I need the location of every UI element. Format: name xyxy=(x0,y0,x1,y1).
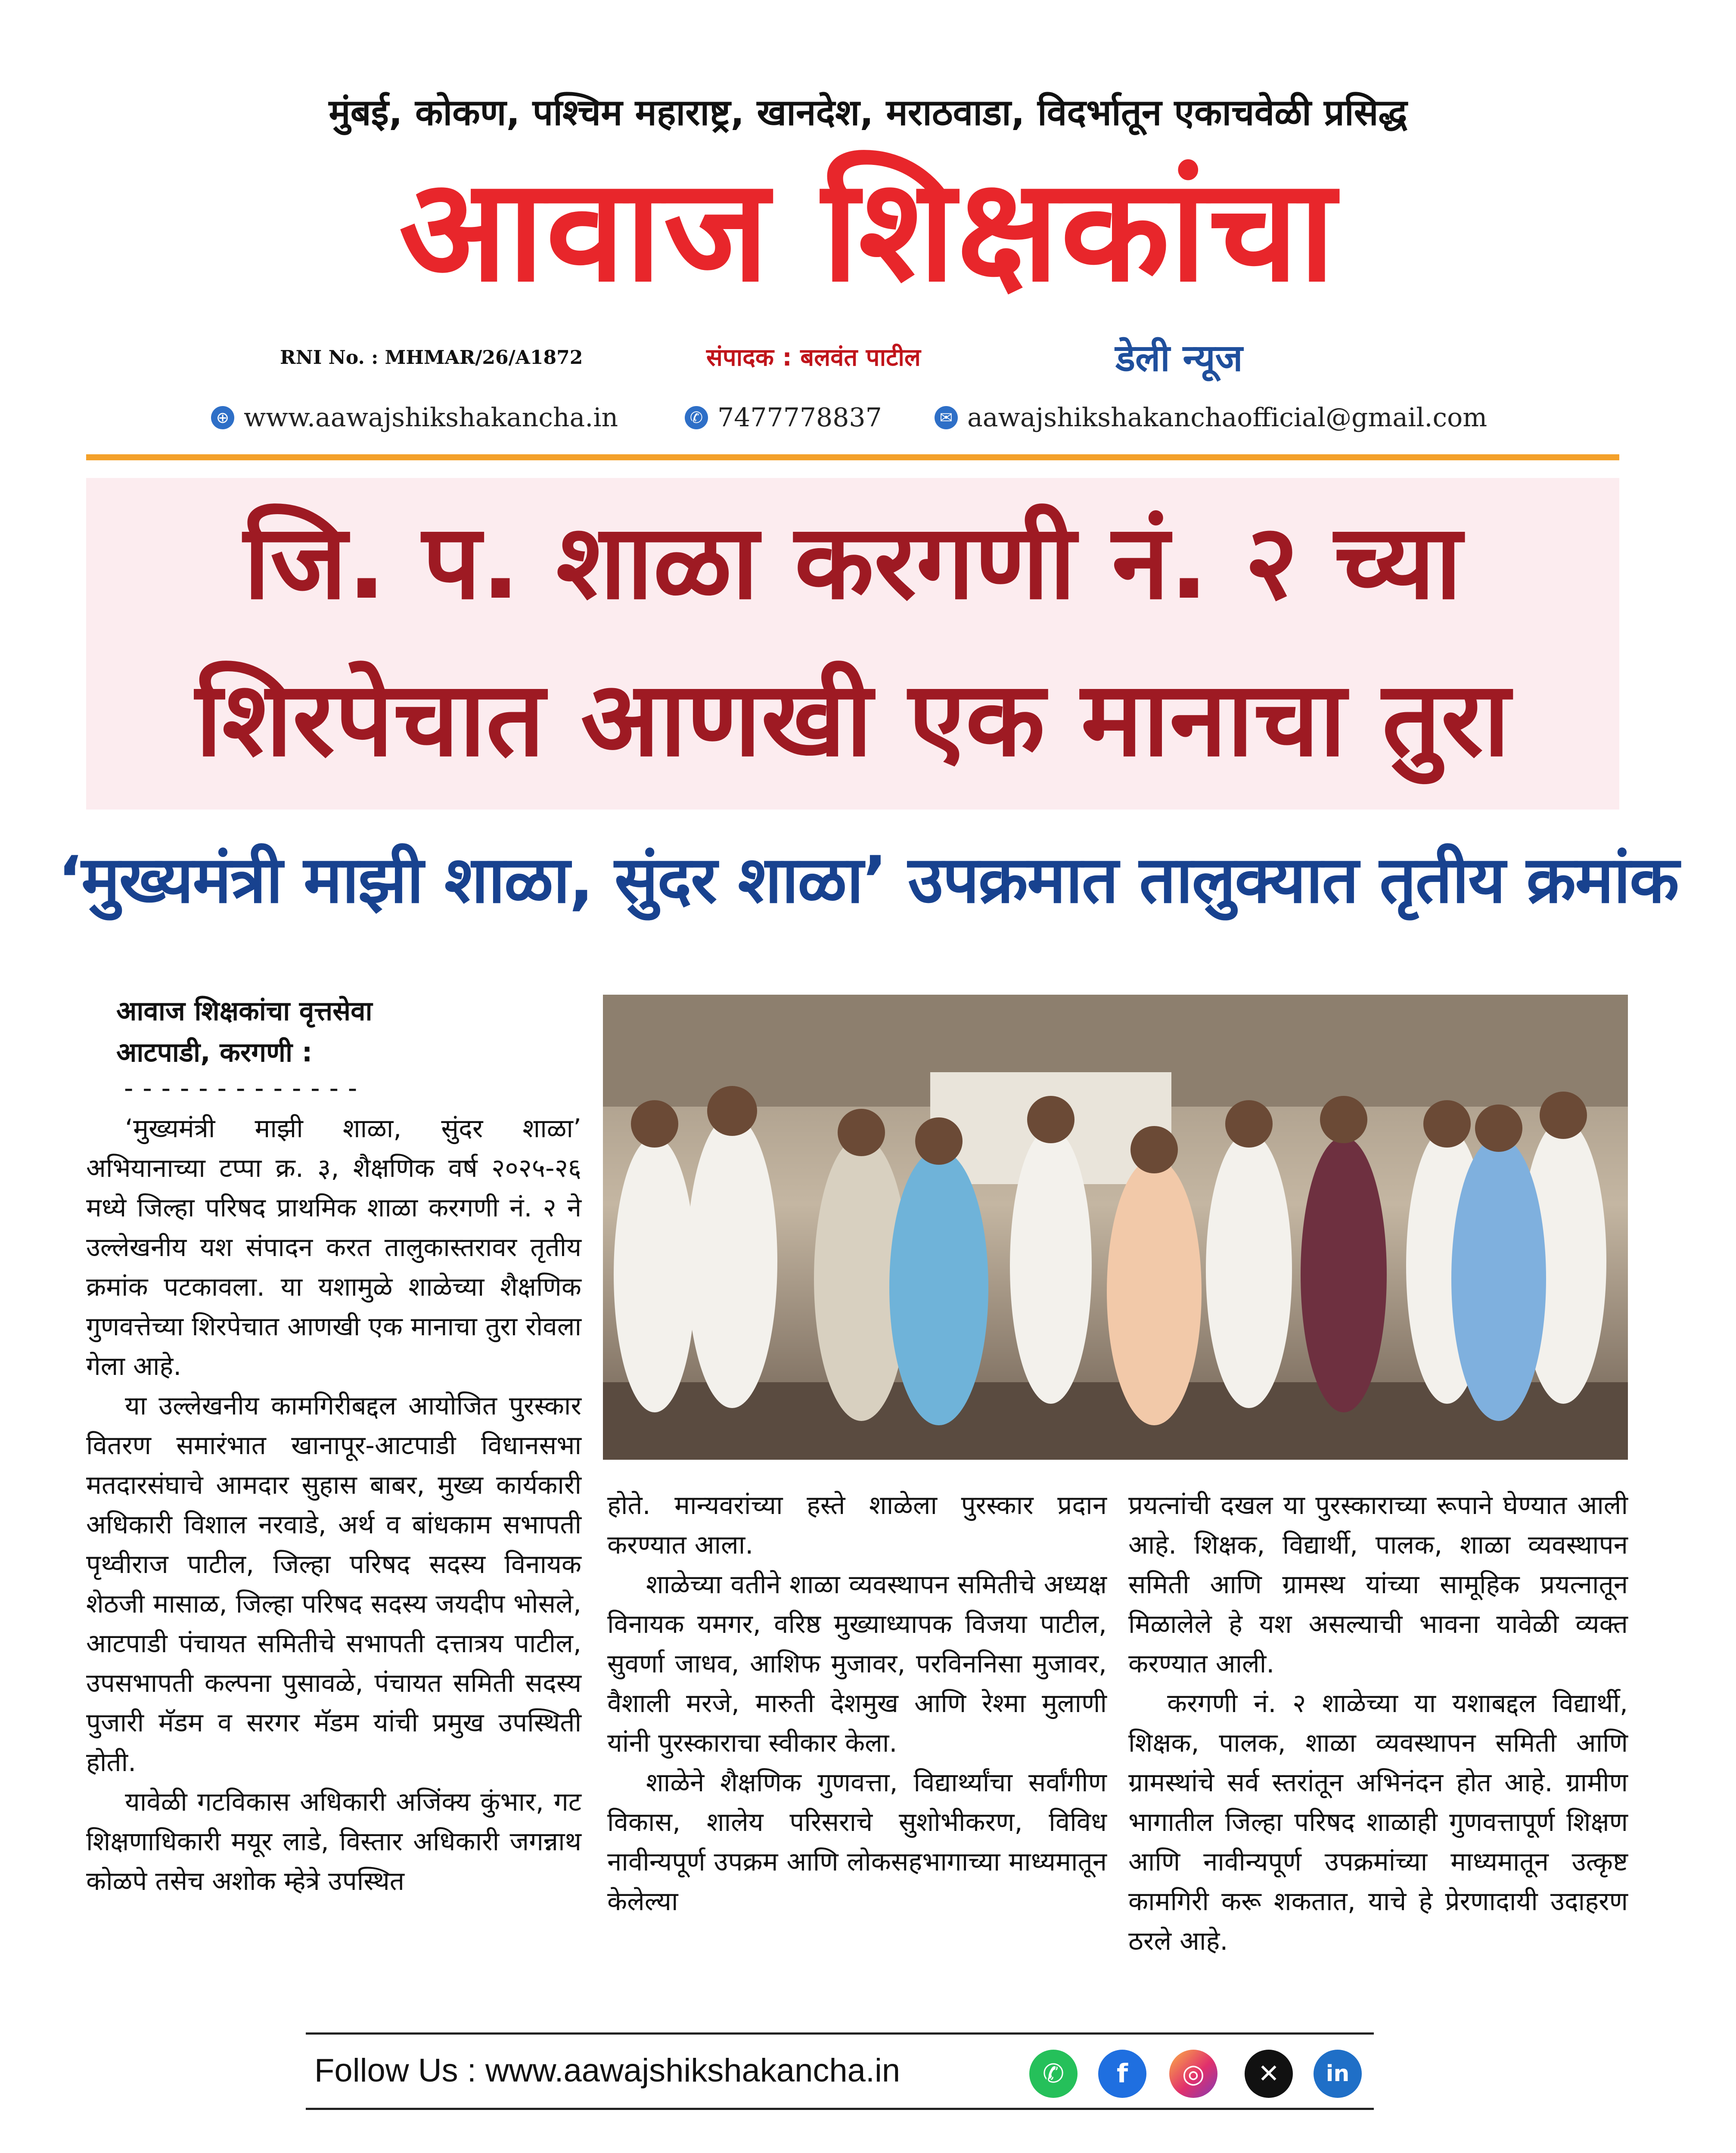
byline-place: आटपाडी, करगणी : xyxy=(116,1036,313,1068)
edition-label: डेली न्यूज xyxy=(1115,337,1243,380)
tagline: मुंबई, कोकण, पश्चिम महाराष्ट्र, खानदेश, मराठवाडा, विदर्भातून एकाचवेळी प्रसिद्ध xyxy=(329,91,1407,133)
rni-number: RNI No. : MHMAR/26/A1872 xyxy=(280,347,583,369)
byline xyxy=(116,990,373,1073)
footer-divider-bottom xyxy=(306,2108,1374,2110)
email-contact[interactable] xyxy=(935,403,1487,433)
website-text[interactable]: www.aawajshikshakancha.in xyxy=(244,403,618,433)
email-text[interactable]: aawajshikshakanchaofficial@gmail.com xyxy=(967,403,1488,433)
editor-name: संपादक : बलवंत पाटील xyxy=(706,344,921,372)
footer-divider-top xyxy=(306,2032,1374,2035)
mail-icon: ✉ xyxy=(935,406,958,429)
subheadline: ‘मुख्यमंत्री माझी शाळा, सुंदर शाळा’ उपक्रमात तालुक्यात तृतीय क्रमांक xyxy=(57,843,1679,918)
article-column-3 xyxy=(1128,1486,1628,1961)
paragraph: ‘मुख्यमंत्री माझी शाळा, सुंदर शाळा’ अभियानाच्या टप्पा क्र. ३, शैक्षणिक वर्ष २०२५-२६ मध्ये जिल्हा परिषद प्राथमिक शाळा करगणी नं. २ ने उल्लेखनीय यश संपादन करत तालुकास्तरावर तृतीय क्रमांक पटकावला. या यशामुळे शाळेच्या शैक्षणिक गुणवत्तेच्या शिरपेचात आणखी एक मानाचा तुरा रोवला गेला आहे. xyxy=(86,1114,581,1381)
byline-source: आवाज शिक्षकांचा वृत्तसेवा xyxy=(116,995,373,1027)
paragraph: शाळेने शैक्षणिक गुणवत्ता, विद्यार्थ्यांचा सर्वांगीण विकास, शालेय परिसराचे सुशोभीकरण, विविध नावीन्यपूर्ण उपक्रम आणि लोकसहभागाच्या माध्यमातून केलेल्या xyxy=(607,1768,1107,1917)
paragraph: शाळेच्या वतीने शाळा व्यवस्थापन समितीचे अध्यक्ष विनायक यमगर, वरिष्ठ मुख्याध्यापक विजया पाटील, सुवर्णा जाधव, आशिफ मुजावर, परविननिसा मुजावर, वैशाली मरजे, मारुती देशमुख आणि रेश्मा मुलाणी यांनी पुरस्काराचा स्वीकार केला. xyxy=(607,1570,1107,1758)
instagram-icon[interactable]: ◎ xyxy=(1169,2050,1217,2098)
phone-icon: ✆ xyxy=(685,406,708,429)
phone-contact[interactable] xyxy=(685,403,882,433)
headline-line-1: जि. प. शाळा करगणी नं. २ च्या xyxy=(243,502,1462,622)
facebook-icon[interactable]: f xyxy=(1098,2050,1146,2098)
paragraph: होते. मान्यवरांच्या हस्ते शाळेला पुरस्कार प्रदान करण्यात आला. xyxy=(607,1490,1107,1560)
globe-icon: ⊕ xyxy=(211,406,234,429)
paragraph: या उल्लेखनीय कामगिरीबद्दल आयोजित पुरस्कार वितरण समारंभात खानापूर-आटपाडी विधानसभा मतदारसंघाचे आमदार सुहास बाबर, मुख्य कार्यकारी अधिकारी विशाल नरवाडे, अर्थ व बांधकाम सभापती पृथ्वीराज पाटील, जिल्हा परिषद सदस्य विनायक शेठजी मासाळ, जिल्हा परिषद सदस्य जयदीप भोसले, आटपाडी पंचायत समितीचे सभापती दत्तात्रय पाटील, उपसभापती कल्पना पुसावळे, पंचायत समिती सदस्य पुजारी मॅडम व सरगर मॅडम यांची प्रमुख उपस्थिती होती. xyxy=(86,1391,581,1778)
headline-box xyxy=(86,478,1619,810)
follow-us-link[interactable]: Follow Us : www.aawajshikshakancha.in xyxy=(314,2052,901,2089)
paragraph: प्रयत्नांची दखल या पुरस्काराच्या रूपाने घेण्यात आली आहे. शिक्षक, विद्यार्थी, पालक, शाळा व्यवस्थापन समिती आणि ग्रामस्थ यांच्या सामूहिक प्रयत्नातून मिळालेले हे यश असल्याची भावना यावेळी व्यक्त करण्यात आली. xyxy=(1128,1490,1628,1679)
article-column-2 xyxy=(607,1486,1107,1921)
phone-text[interactable]: 7477778837 xyxy=(717,403,882,433)
headline-line-2: शिरपेचात आणखी एक मानाचा तुरा xyxy=(195,659,1510,779)
byline-separator: ------------- xyxy=(121,1072,363,1104)
paragraph: करगणी नं. २ शाळेच्या या यशाबद्दल विद्यार्थी, शिक्षक, पालक, शाळा व्यवस्थापन समिती आणि ग्रामस्थांचे सर्व स्तरांतून अभिनंदन होत आहे. ग्रामीण भागातील जिल्हा परिषद शाळाही गुणवत्तापूर्ण शिक्षण आणि नावीन्यपूर्ण उपक्रमांच्या माध्यमातून उत्कृष्ट कामगिरी करू शकतात, याचे हे प्रेरणादायी उदाहरण ठरले आहे. xyxy=(1128,1688,1628,1956)
linkedin-icon[interactable]: in xyxy=(1314,2050,1362,2098)
website-contact[interactable] xyxy=(211,403,618,433)
whatsapp-icon[interactable]: ✆ xyxy=(1029,2050,1078,2098)
x-icon[interactable]: ✕ xyxy=(1245,2050,1293,2098)
paragraph: यावेळी गटविकास अधिकारी अजिंक्य कुंभार, गट शिक्षणाधिकारी मयूर लाडे, विस्तार अधिकारी जगन्नाथ कोळपे तसेच अशोक म्हेत्रे उपस्थित xyxy=(86,1787,581,1896)
photo-illustration xyxy=(603,995,1628,1460)
article-column-1 xyxy=(86,1109,581,1901)
masthead-title: आवाज शिक्षकांचा xyxy=(399,148,1337,313)
header-divider xyxy=(86,454,1619,460)
award-ceremony-photo xyxy=(603,995,1628,1460)
